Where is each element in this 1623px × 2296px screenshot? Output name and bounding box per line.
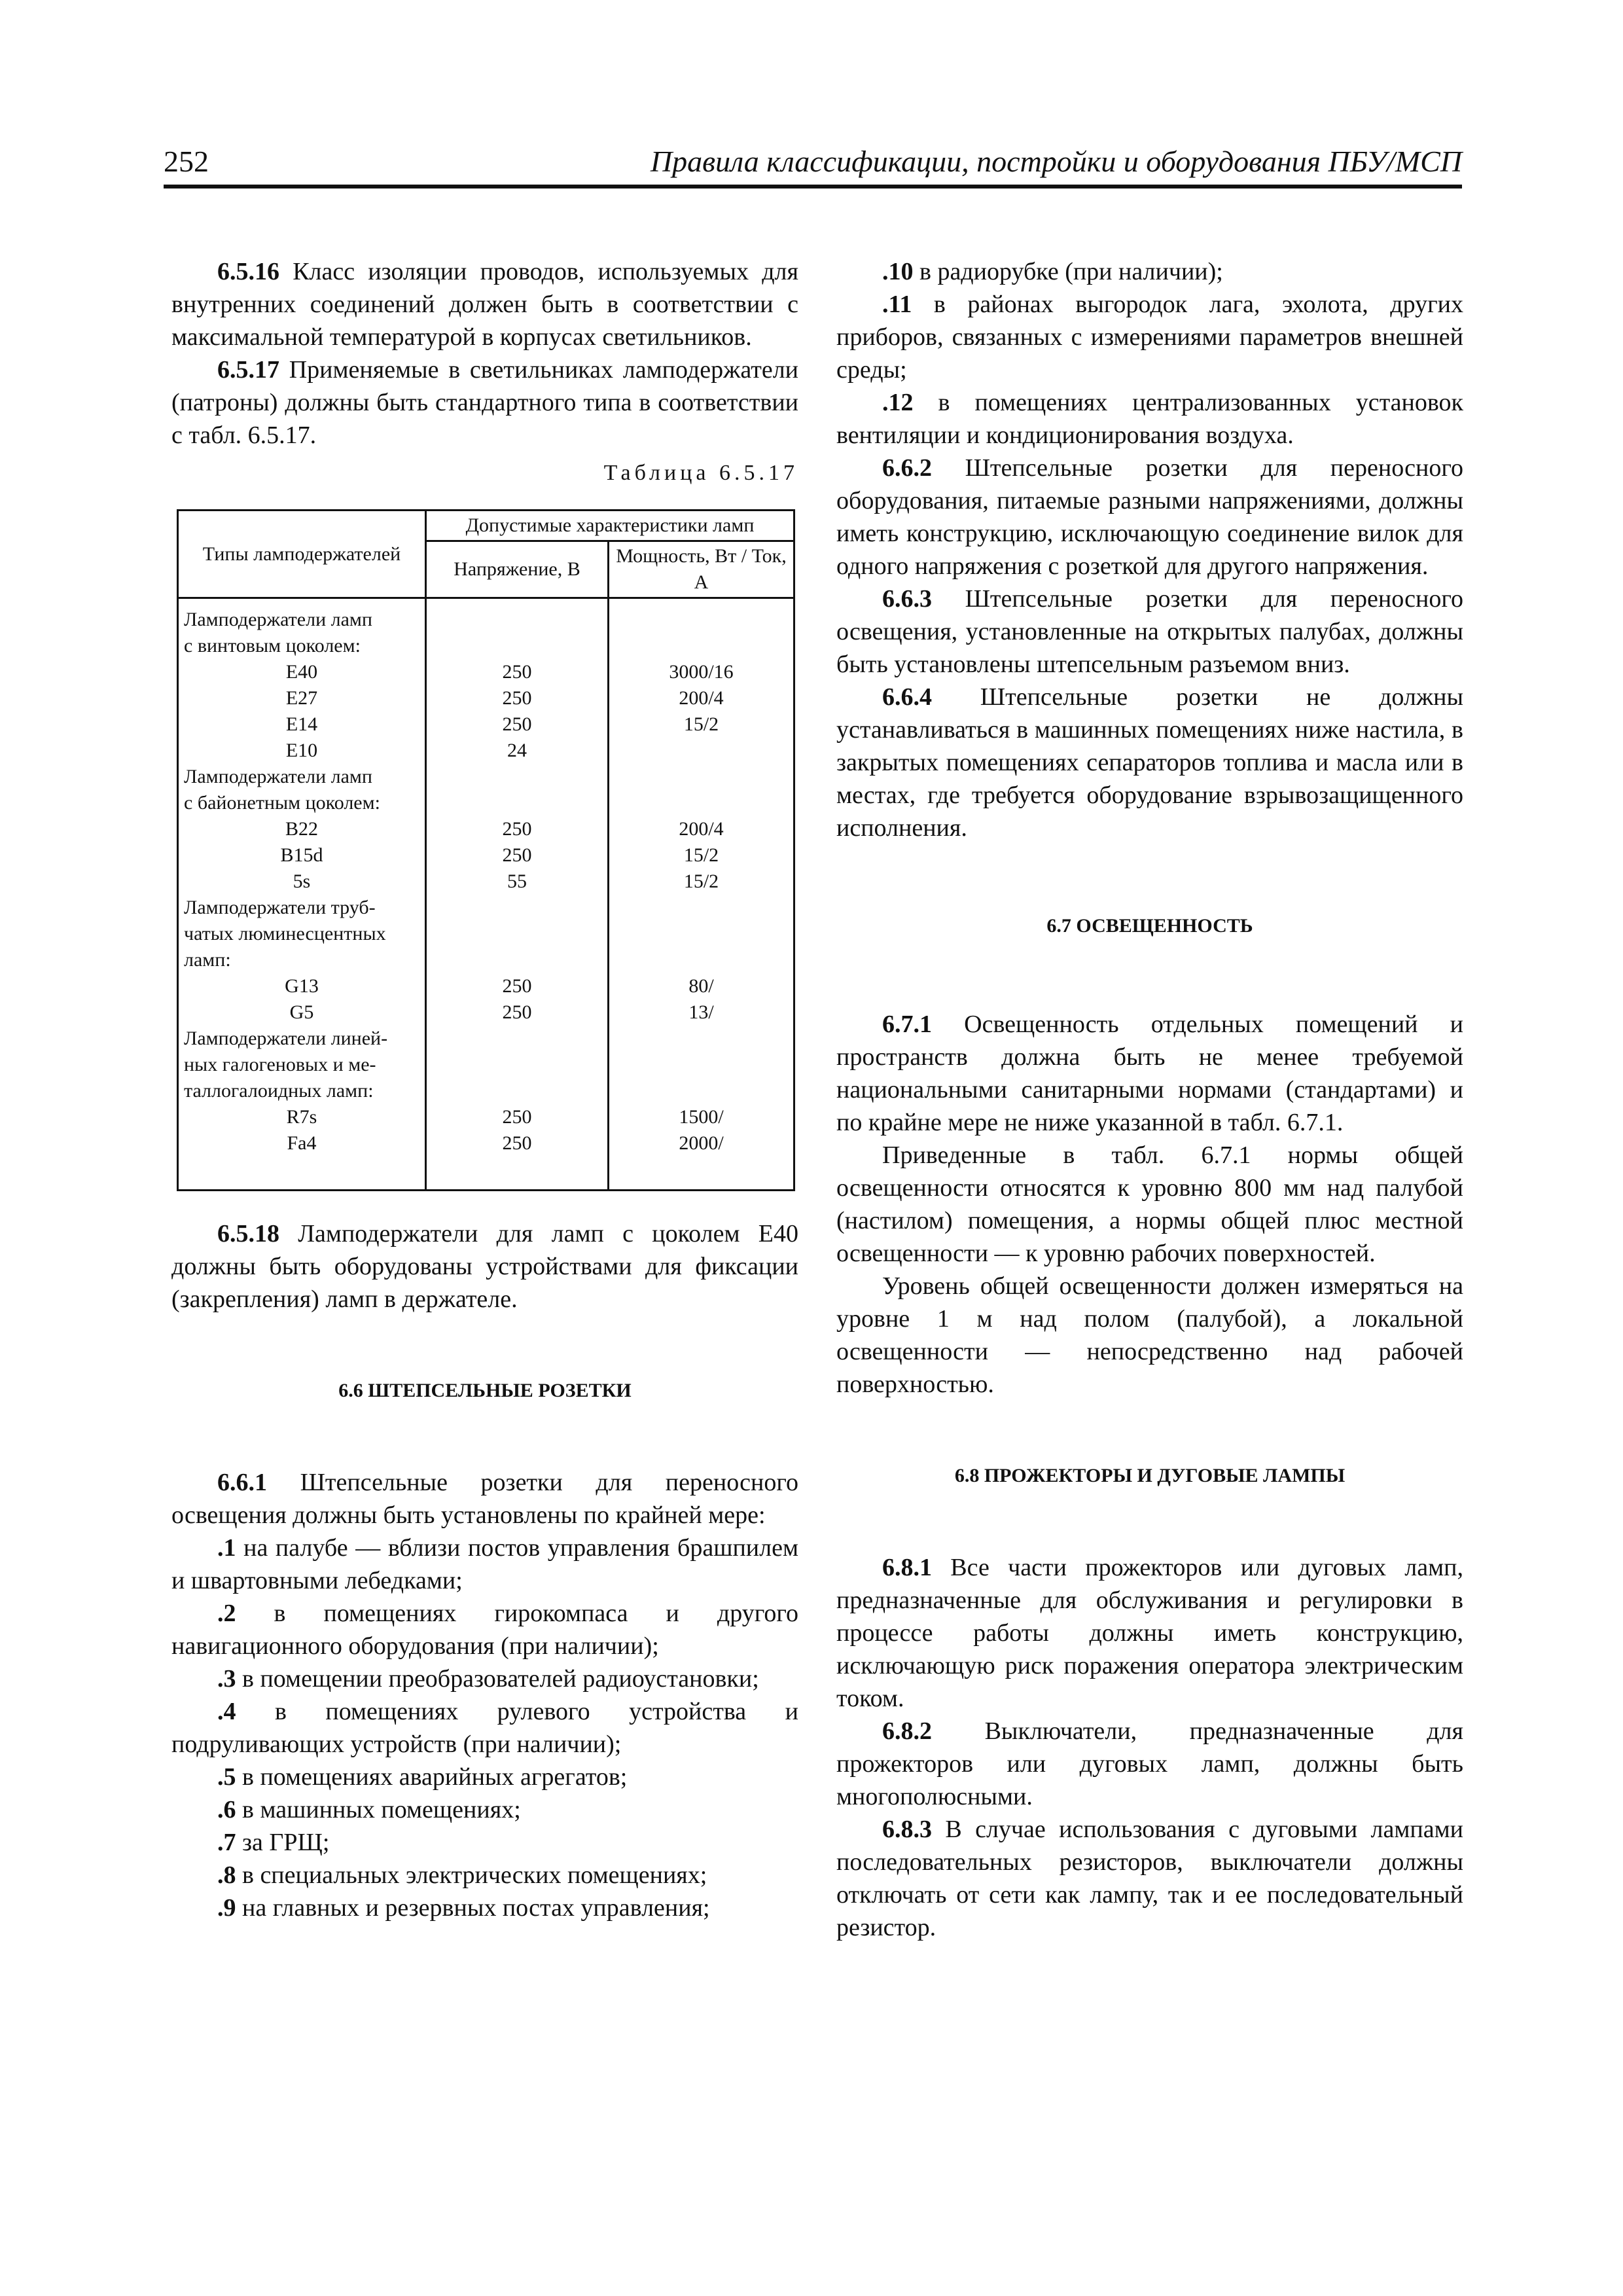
table-cell-power: [615, 790, 788, 816]
paragraph-6-7-1-c: Уровень общей освещенности должен измеряться на уровне 1 м над полом (палубой), а локальной освещенности — непосредственно над рабочей поверхностью.: [836, 1272, 1463, 1398]
table-cell-type: E10: [285, 740, 318, 761]
left-column: [171, 255, 798, 1924]
list-item: .5 в помещениях аварийных агрегатов;: [217, 1763, 628, 1791]
list-item: .6 в машинных помещениях;: [217, 1796, 521, 1823]
table-caption: Таблица 6.5.17: [603, 461, 798, 485]
table-cell-voltage: [432, 1052, 602, 1078]
table-cell-power: 3000/16: [669, 661, 734, 683]
col-header-group: Допустимые характеристики ламп: [426, 511, 794, 541]
table-cell-voltage: 250: [502, 1106, 532, 1128]
table-cell-power: 2000/: [679, 1132, 724, 1154]
table-cell-power: [615, 607, 788, 633]
table-cell-voltage: [432, 790, 602, 816]
paragraph-6-6-1: 6.6.1 Штепсельные розетки для переносного освещения должны быть установлены по крайней мере:: [171, 1469, 798, 1529]
paragraph-6-8-2: 6.8.2 Выключатели, предназначенные для прожекторов или дуговых ламп, должны быть многополюсными.: [836, 1717, 1463, 1810]
paragraph-6-5-18: 6.5.18 Ламподержатели для ламп с цоколем E40 должны быть оборудованы устройствами для фиксации (закрепления) ламп в держателе.: [171, 1220, 798, 1313]
table-cell-power: [615, 895, 788, 921]
table-cell-type: E14: [285, 713, 318, 735]
list-item: .1 на палубе — вблизи постов управления брашпилем и швартовными лебедками;: [171, 1534, 798, 1594]
page-number: 252: [164, 145, 209, 178]
table-cell-voltage: 250: [502, 713, 532, 735]
voltage-column: [426, 598, 609, 1191]
table-cell-voltage: [432, 1078, 602, 1104]
type-column: [178, 598, 426, 1191]
table-cell-power: [615, 1026, 788, 1052]
table-cell-type: Ламподержатели ламп: [184, 609, 372, 630]
left-list: [171, 1532, 798, 1924]
table-cell-type: ламп:: [184, 949, 231, 971]
paragraph-6-7-1-b: Приведенные в табл. 6.7.1 нормы общей освещенности относятся к уровню 800 мм над палубой (настилом) помещения, а нормы общей плюс местной освещенности — к уровню рабочих поверхностей.: [836, 1141, 1463, 1267]
table-header-row: [178, 511, 794, 541]
paragraph-6-6-2: 6.6.2 Штепсельные розетки для переносного оборудования, питаемые разными напряжениями, должны иметь конструкцию, исключающую соединение вилок для одного напряжения с розеткой для другого напряжения.: [836, 454, 1463, 580]
table-cell-power: [615, 738, 788, 764]
table-cell-power: 15/2: [683, 713, 719, 735]
list-item: .4 в помещениях рулевого устройства и подруливающих устройств (при наличии);: [171, 1698, 798, 1758]
right-column: [836, 255, 1463, 1944]
section-heading-6-8: 6.8 ПРОЖЕКТОРЫ И ДУГОВЫЕ ЛАМПЫ: [954, 1465, 1346, 1486]
table-cell-type: B15d: [280, 844, 323, 866]
table-cell-type: ных галогеновых и ме-: [184, 1054, 376, 1075]
paragraph-6-5-17: 6.5.17 Применяемые в светильниках ламподержатели (патроны) должны быть стандартного типа в соответствии с табл. 6.5.17.: [171, 356, 798, 449]
table-cell-type: B22: [285, 818, 318, 840]
list-item: .7 за ГРЩ;: [217, 1829, 330, 1856]
table-cell-type: E27: [285, 687, 318, 709]
table-cell-voltage: [432, 607, 602, 633]
lampholder-table: [177, 509, 795, 1191]
table-cell-type: с винтовым цоколем:: [184, 635, 361, 656]
list-item: .12 в помещениях централизованных установок вентиляции и кондиционирования воздуха.: [836, 389, 1463, 449]
table-cell-voltage: [432, 1026, 602, 1052]
table-cell-voltage: 250: [502, 1001, 532, 1023]
table-cell-power: 200/4: [679, 687, 724, 709]
table-cell-type: Fa4: [287, 1132, 317, 1154]
list-item: .3 в помещении преобразователей радиоустановки;: [217, 1665, 759, 1693]
table-body-row: [178, 598, 794, 1191]
table-cell-voltage: [432, 764, 602, 790]
running-title: Правила классификации, постройки и оборудования ПБУ/МСП: [650, 145, 1462, 178]
list-item: .2 в помещениях гирокомпаса и другого навигационного оборудования (при наличии);: [171, 1600, 798, 1660]
table-cell-voltage: 55: [507, 870, 527, 892]
col-header-power: Мощность, Вт / Ток, А: [609, 541, 794, 598]
table-cell-type: R7s: [286, 1106, 317, 1128]
table-cell-type: Ламподержатели линей-: [184, 1028, 388, 1049]
table-cell-voltage: 250: [502, 975, 532, 997]
table-cell-voltage: 24: [507, 740, 527, 761]
table-cell-power: [615, 921, 788, 947]
table-cell-type: E40: [285, 661, 318, 683]
table-cell-voltage: 250: [502, 661, 532, 683]
table-cell-type: 5s: [293, 870, 311, 892]
table-cell-voltage: [432, 947, 602, 973]
power-column: [609, 598, 794, 1191]
table-cell-type: Ламподержатели ламп: [184, 766, 372, 787]
table-cell-voltage: 250: [502, 1132, 532, 1154]
paragraph-6-6-4: 6.6.4 Штепсельные розетки не должны устанавливаться в машинных помещениях ниже настила, в закрытых помещениях сепараторов топлива и масла или в местах, где требуется оборудование взрывозащищенного исполнения.: [836, 683, 1463, 842]
table-cell-power: 15/2: [683, 844, 719, 866]
paragraph-6-7-1: 6.7.1 Освещенность отдельных помещений и пространств должна быть не менее требуемой национальными санитарными нормами (стандартами) и по крайне мере не ниже указанной в табл. 6.7.1.: [836, 1011, 1463, 1136]
table-cell-voltage: [432, 921, 602, 947]
table-cell-type: G13: [285, 975, 319, 997]
table-cell-power: [615, 1052, 788, 1078]
table-cell-power: 13/: [688, 1001, 714, 1023]
table-cell-voltage: [432, 633, 602, 659]
table-cell-power: [615, 633, 788, 659]
paragraph-6-6-3: 6.6.3 Штепсельные розетки для переносного освещения, установленные на открытых палубах, должны быть установлены штепсельным разъемом вниз.: [836, 585, 1463, 678]
section-heading-6-7: 6.7 ОСВЕЩЕННОСТЬ: [1046, 915, 1253, 937]
right-list: [836, 255, 1463, 452]
table-cell-type: Ламподержатели труб-: [184, 897, 376, 918]
table-cell-type: чатых люминесцентных: [184, 923, 386, 944]
paragraph-6-8-3: 6.8.3 В случае использования с дуговыми лампами последовательных резисторов, выключатели должны отключать от сети как лампу, так и ее последовательный резистор.: [836, 1816, 1463, 1941]
table-cell-power: [615, 1078, 788, 1104]
table-cell-power: 80/: [688, 975, 714, 997]
table-cell-power: [615, 947, 788, 973]
table-cell-type: с байонетным цоколем:: [184, 792, 380, 814]
table-cell-power: 1500/: [679, 1106, 724, 1128]
table-cell-type: G5: [289, 1001, 314, 1023]
section-heading-6-6: 6.6 ШТЕПСЕЛЬНЫЕ РОЗЕТКИ: [338, 1380, 632, 1401]
list-item: .8 в специальных электрических помещениях;: [217, 1861, 707, 1889]
list-item: .9 на главных и резервных постах управления;: [217, 1894, 710, 1922]
table-cell-voltage: [432, 895, 602, 921]
list-item: .10 в радиорубке (при наличии);: [882, 258, 1223, 285]
col-header-voltage: Напряжение, В: [426, 541, 609, 598]
col-header-type: Типы ламподержателей: [178, 511, 426, 598]
table-cell-power: 200/4: [679, 818, 724, 840]
table-cell-power: [615, 764, 788, 790]
table-cell-voltage: 250: [502, 844, 532, 866]
list-item: .11 в районах выгородок лага, эхолота, других приборов, связанных с измерениями параметров внешней среды;: [836, 291, 1463, 384]
table-cell-voltage: 250: [502, 687, 532, 709]
table-cell-power: 15/2: [683, 870, 719, 892]
paragraph-6-8-1: 6.8.1 Все части прожекторов или дуговых ламп, предназначенные для обслуживания и регулировки в процессе работы должны иметь конструкцию, исключающую риск поражения оператора электрическим током.: [836, 1554, 1463, 1712]
page-header: [164, 139, 1462, 188]
paragraph-6-5-16: 6.5.16 Класс изоляции проводов, используемых для внутренних соединений должен быть в соответствии с максимальной температурой в корпусах светильников.: [171, 258, 798, 351]
table-cell-type: таллогалоидных ламп:: [184, 1080, 374, 1102]
table-cell-voltage: 250: [502, 818, 532, 840]
